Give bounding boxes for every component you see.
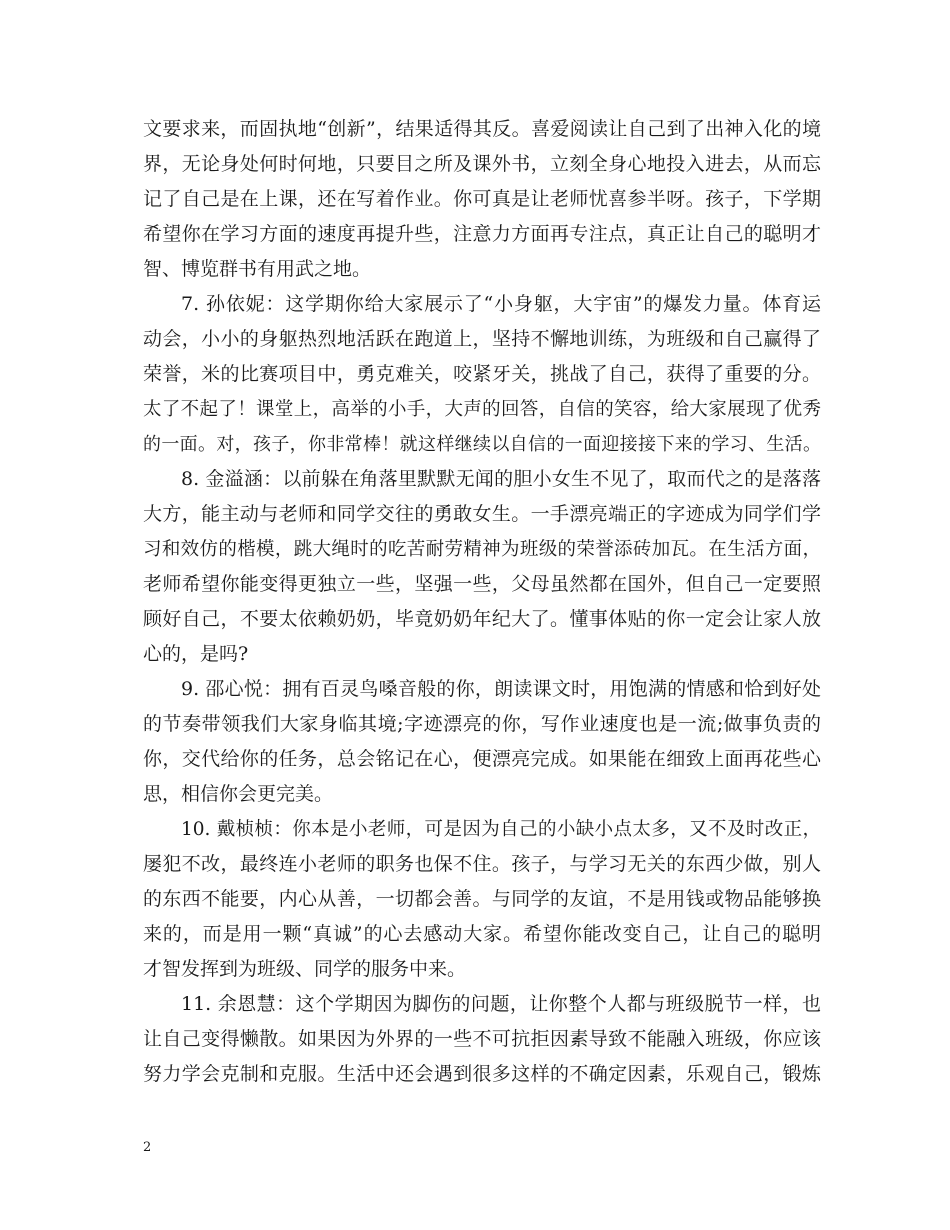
body-text: [143, 112, 821, 1092]
text-line: 太了不起了！课堂上，高举的小手，大声的回答，自信的笑容，给大家展现了优秀: [143, 399, 821, 420]
text-line: 的节奏带领我们大家身临其境;字迹漂亮的你，写作业速度也是一流;做事负责的: [143, 713, 821, 735]
text-line: 心的，是吗?: [143, 643, 249, 665]
text-line: 界，无论身处何时何地，只要目之所及课外书，立刻全身心地投入进去，从而忘: [143, 153, 821, 175]
text-line: 动会，小小的身躯热烈地活跃在跑道上，坚持不懈地训练，为班级和自己赢得了: [143, 328, 821, 350]
text-line: 文要求来，而固执地“创新”，结果适得其反。喜爱阅读让自己到了出神入化的境: [143, 118, 821, 140]
text-line: 的一面。对，孩子，你非常棒！就这样继续以自信的一面迎接接下来的学习、生活。: [143, 434, 821, 455]
text-line: 来的，而是用一颗“真诚”的心去感动大家。希望你能改变自己，让自己的聪明: [143, 923, 821, 945]
text-line: 才智发挥到为班级、同学的服务中来。: [143, 958, 467, 980]
text-line: 记了自己是在上课，还在写着作业。你可真是让老师忧喜参半呀。孩子，下学期: [143, 188, 821, 210]
text-line: 屡犯不改，最终连小老师的职务也保不住。孩子，与学习无关的东西少做，别人: [143, 853, 821, 875]
text-line: 的东西不能要，内心从善，一切都会善。与同学的友谊，不是用钱或物品能够换: [143, 888, 821, 910]
text-line: 希望你在学习方面的速度再提升些，注意力方面再专注点，真正让自己的聪明才: [143, 223, 821, 245]
paragraph-start-9: 9. 邵心悦：拥有百灵鸟嗓音般的你，朗读课文时，用饱满的情感和恰到好处: [181, 678, 821, 700]
text-line: 努力学会克制和克服。生活中还会遇到很多这样的不确定因素，乐观自己，锻炼: [143, 1063, 821, 1085]
text-line: 你，交代给你的任务，总会铭记在心，便漂亮完成。如果能在细致上面再花些心: [143, 748, 821, 770]
text-line: 思，相信你会更完美。: [143, 783, 334, 805]
text-line: 荣誉，米的比赛项目中，勇克难关，咬紧牙关，挑战了自己，获得了重要的分。: [143, 363, 821, 385]
paragraph-start-7: 7. 孙依妮：这学期你给大家展示了“小身躯，大宇宙”的爆发力量。体育运: [181, 293, 821, 315]
paragraph-start-10: 10. 戴桢桢：你本是小老师，可是因为自己的小缺小点太多，又不及时改正，: [181, 819, 821, 840]
text-line: 顾好自己，不要太依赖奶奶，毕竟奶奶年纪大了。懂事体贴的你一定会让家人放: [143, 608, 821, 630]
text-line: 老师希望你能变得更独立一些，坚强一些，父母虽然都在国外，但自己一定要照: [143, 573, 821, 595]
paragraph-start-8: 8. 金溢涵：以前躲在角落里默默无闻的胆小女生不见了，取而代之的是落落: [181, 468, 821, 490]
text-line: 智、博览群书有用武之地。: [143, 258, 372, 280]
paragraph-start-11: 11. 余恩慧：这个学期因为脚伤的问题，让你整个人都与班级脱节一样，也: [181, 993, 821, 1015]
text-line: 习和效仿的楷模，跳大绳时的吃苦耐劳精神为班级的荣誉添砖加瓦。在生活方面，: [143, 539, 821, 560]
text-line: 大方，能主动与老师和同学交往的勇敢女生。一手漂亮端正的字迹成为同学们学: [143, 503, 821, 525]
page-number: 2: [143, 1140, 152, 1155]
text-line: 让自己变得懒散。如果因为外界的一些不可抗拒因素导致不能融入班级，你应该: [143, 1028, 821, 1050]
